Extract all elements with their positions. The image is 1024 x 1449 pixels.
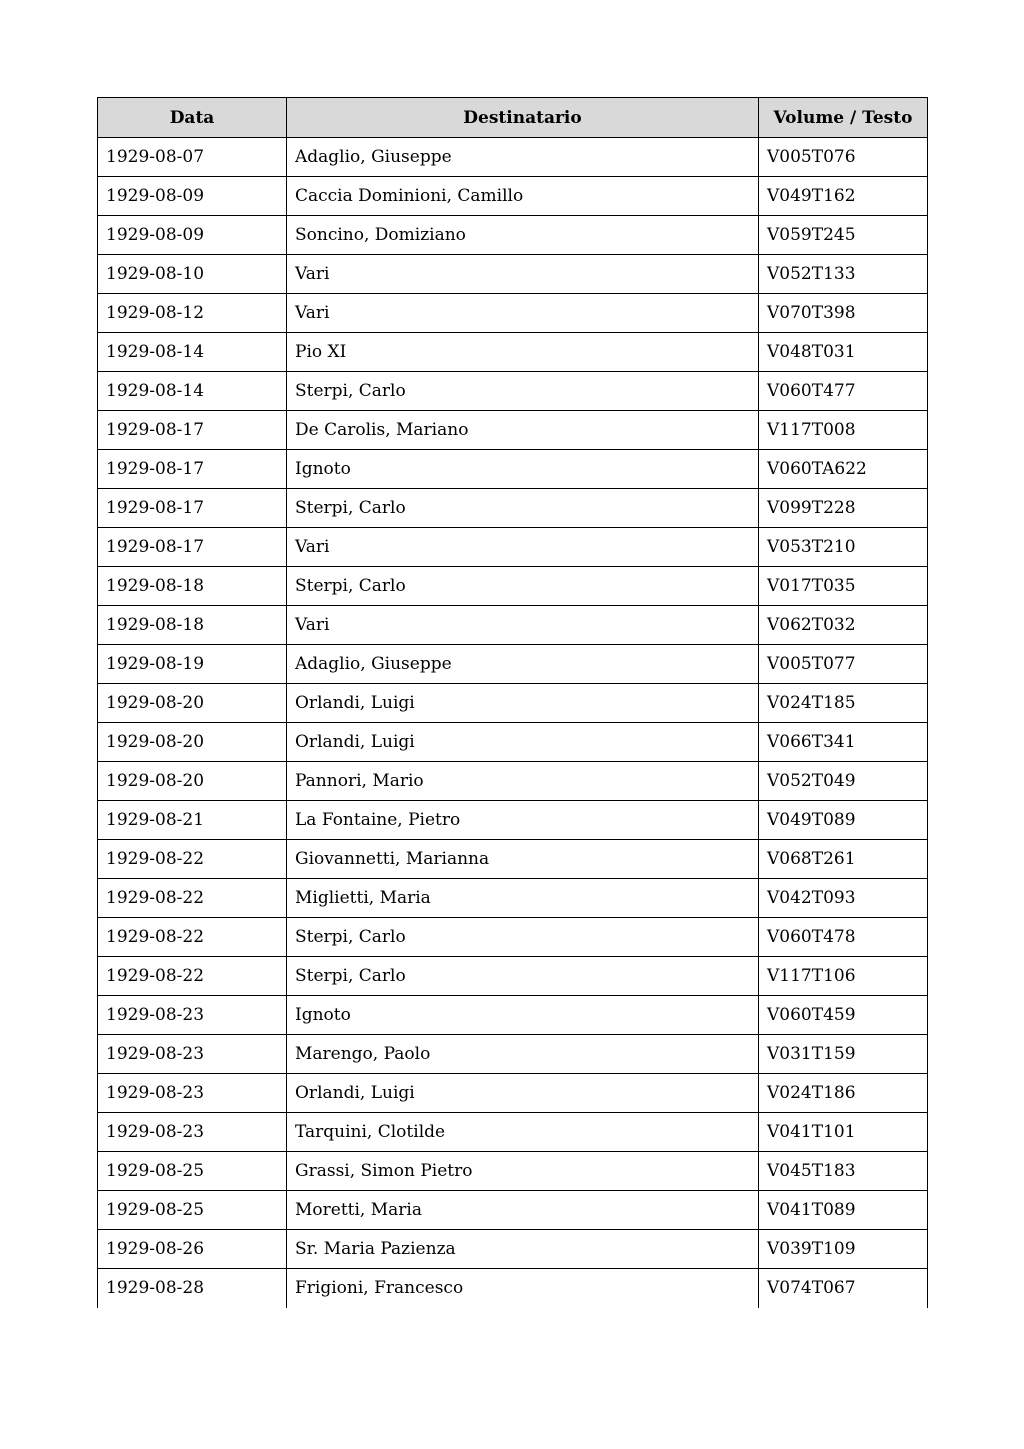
cell-date: 1929-08-10 bbox=[98, 255, 287, 294]
table-row bbox=[98, 489, 928, 528]
cell-destinatario: Orlandi, Luigi bbox=[287, 684, 759, 723]
table-row bbox=[98, 1152, 928, 1191]
table-row bbox=[98, 645, 928, 684]
cell-destinatario: Vari bbox=[287, 294, 759, 333]
cell-destinatario: Sterpi, Carlo bbox=[287, 372, 759, 411]
cell-destinatario: De Carolis, Mariano bbox=[287, 411, 759, 450]
cell-volume-testo: V045T183 bbox=[759, 1152, 928, 1191]
table-row bbox=[98, 177, 928, 216]
cell-volume-testo: V049T162 bbox=[759, 177, 928, 216]
column-header-volume-testo: Volume / Testo bbox=[759, 98, 928, 138]
cell-destinatario: Marengo, Paolo bbox=[287, 1035, 759, 1074]
cell-volume-testo: V052T049 bbox=[759, 762, 928, 801]
cell-date: 1929-08-18 bbox=[98, 606, 287, 645]
table-row bbox=[98, 567, 928, 606]
cell-date: 1929-08-25 bbox=[98, 1191, 287, 1230]
table-row bbox=[98, 801, 928, 840]
table-row bbox=[98, 918, 928, 957]
cell-volume-testo: V041T089 bbox=[759, 1191, 928, 1230]
cell-date: 1929-08-19 bbox=[98, 645, 287, 684]
table-row bbox=[98, 294, 928, 333]
table-row bbox=[98, 1074, 928, 1113]
cell-volume-testo: V042T093 bbox=[759, 879, 928, 918]
cell-destinatario: Sterpi, Carlo bbox=[287, 957, 759, 996]
cell-date: 1929-08-28 bbox=[98, 1269, 287, 1308]
cell-destinatario: Pannori, Mario bbox=[287, 762, 759, 801]
cell-destinatario: Pio XI bbox=[287, 333, 759, 372]
cell-date: 1929-08-22 bbox=[98, 957, 287, 996]
table-row bbox=[98, 684, 928, 723]
cell-date: 1929-08-22 bbox=[98, 918, 287, 957]
table-row bbox=[98, 138, 928, 177]
table-row bbox=[98, 411, 928, 450]
cell-date: 1929-08-26 bbox=[98, 1230, 287, 1269]
cell-volume-testo: V041T101 bbox=[759, 1113, 928, 1152]
cell-destinatario: Sterpi, Carlo bbox=[287, 567, 759, 606]
cell-date: 1929-08-17 bbox=[98, 411, 287, 450]
cell-destinatario: Vari bbox=[287, 255, 759, 294]
table-row bbox=[98, 1113, 928, 1152]
letters-table bbox=[97, 97, 928, 1308]
cell-date: 1929-08-17 bbox=[98, 450, 287, 489]
cell-volume-testo: V066T341 bbox=[759, 723, 928, 762]
cell-date: 1929-08-07 bbox=[98, 138, 287, 177]
cell-date: 1929-08-21 bbox=[98, 801, 287, 840]
cell-volume-testo: V005T077 bbox=[759, 645, 928, 684]
cell-volume-testo: V117T008 bbox=[759, 411, 928, 450]
table-row bbox=[98, 606, 928, 645]
cell-volume-testo: V005T076 bbox=[759, 138, 928, 177]
cell-volume-testo: V059T245 bbox=[759, 216, 928, 255]
cell-date: 1929-08-20 bbox=[98, 762, 287, 801]
cell-destinatario: Frigioni, Francesco bbox=[287, 1269, 759, 1308]
cell-volume-testo: V053T210 bbox=[759, 528, 928, 567]
cell-date: 1929-08-09 bbox=[98, 216, 287, 255]
cell-date: 1929-08-17 bbox=[98, 528, 287, 567]
cell-volume-testo: V017T035 bbox=[759, 567, 928, 606]
cell-volume-testo: V031T159 bbox=[759, 1035, 928, 1074]
table-row bbox=[98, 840, 928, 879]
cell-destinatario: La Fontaine, Pietro bbox=[287, 801, 759, 840]
cell-destinatario: Tarquini, Clotilde bbox=[287, 1113, 759, 1152]
cell-volume-testo: V039T109 bbox=[759, 1230, 928, 1269]
cell-volume-testo: V024T185 bbox=[759, 684, 928, 723]
table-row bbox=[98, 957, 928, 996]
cell-volume-testo: V049T089 bbox=[759, 801, 928, 840]
cell-date: 1929-08-23 bbox=[98, 1074, 287, 1113]
table-row bbox=[98, 1191, 928, 1230]
table-row bbox=[98, 1269, 928, 1308]
cell-destinatario: Adaglio, Giuseppe bbox=[287, 645, 759, 684]
cell-date: 1929-08-23 bbox=[98, 996, 287, 1035]
cell-destinatario: Sterpi, Carlo bbox=[287, 918, 759, 957]
table-row bbox=[98, 1035, 928, 1074]
cell-date: 1929-08-18 bbox=[98, 567, 287, 606]
cell-destinatario: Caccia Dominioni, Camillo bbox=[287, 177, 759, 216]
table-row bbox=[98, 1230, 928, 1269]
table-row bbox=[98, 879, 928, 918]
cell-date: 1929-08-23 bbox=[98, 1113, 287, 1152]
cell-destinatario: Vari bbox=[287, 528, 759, 567]
cell-volume-testo: V060T478 bbox=[759, 918, 928, 957]
cell-destinatario: Ignoto bbox=[287, 450, 759, 489]
cell-destinatario: Miglietti, Maria bbox=[287, 879, 759, 918]
cell-date: 1929-08-17 bbox=[98, 489, 287, 528]
cell-volume-testo: V052T133 bbox=[759, 255, 928, 294]
table-body bbox=[98, 138, 928, 1308]
cell-destinatario: Sr. Maria Pazienza bbox=[287, 1230, 759, 1269]
cell-volume-testo: V048T031 bbox=[759, 333, 928, 372]
cell-destinatario: Sterpi, Carlo bbox=[287, 489, 759, 528]
cell-destinatario: Moretti, Maria bbox=[287, 1191, 759, 1230]
cell-date: 1929-08-23 bbox=[98, 1035, 287, 1074]
table-row bbox=[98, 762, 928, 801]
cell-volume-testo: V060T459 bbox=[759, 996, 928, 1035]
cell-destinatario: Adaglio, Giuseppe bbox=[287, 138, 759, 177]
cell-date: 1929-08-22 bbox=[98, 840, 287, 879]
cell-volume-testo: V074T067 bbox=[759, 1269, 928, 1308]
table-row bbox=[98, 723, 928, 762]
cell-destinatario: Grassi, Simon Pietro bbox=[287, 1152, 759, 1191]
cell-date: 1929-08-20 bbox=[98, 723, 287, 762]
cell-date: 1929-08-14 bbox=[98, 333, 287, 372]
cell-volume-testo: V060T477 bbox=[759, 372, 928, 411]
cell-destinatario: Giovannetti, Marianna bbox=[287, 840, 759, 879]
cell-destinatario: Ignoto bbox=[287, 996, 759, 1035]
cell-date: 1929-08-14 bbox=[98, 372, 287, 411]
cell-date: 1929-08-22 bbox=[98, 879, 287, 918]
cell-destinatario: Orlandi, Luigi bbox=[287, 723, 759, 762]
cell-volume-testo: V117T106 bbox=[759, 957, 928, 996]
cell-volume-testo: V099T228 bbox=[759, 489, 928, 528]
cell-volume-testo: V062T032 bbox=[759, 606, 928, 645]
table-row bbox=[98, 372, 928, 411]
table-row bbox=[98, 255, 928, 294]
table-row bbox=[98, 333, 928, 372]
table-row bbox=[98, 450, 928, 489]
cell-volume-testo: V068T261 bbox=[759, 840, 928, 879]
column-header-destinatario: Destinatario bbox=[287, 98, 759, 138]
cell-destinatario: Vari bbox=[287, 606, 759, 645]
table-row bbox=[98, 216, 928, 255]
column-header-data: Data bbox=[98, 98, 287, 138]
cell-date: 1929-08-09 bbox=[98, 177, 287, 216]
cell-volume-testo: V060TA622 bbox=[759, 450, 928, 489]
cell-volume-testo: V070T398 bbox=[759, 294, 928, 333]
table-header-row bbox=[98, 98, 928, 138]
cell-volume-testo: V024T186 bbox=[759, 1074, 928, 1113]
table-row bbox=[98, 996, 928, 1035]
cell-destinatario: Soncino, Domiziano bbox=[287, 216, 759, 255]
table-row bbox=[98, 528, 928, 567]
cell-date: 1929-08-12 bbox=[98, 294, 287, 333]
cell-date: 1929-08-20 bbox=[98, 684, 287, 723]
cell-date: 1929-08-25 bbox=[98, 1152, 287, 1191]
cell-destinatario: Orlandi, Luigi bbox=[287, 1074, 759, 1113]
